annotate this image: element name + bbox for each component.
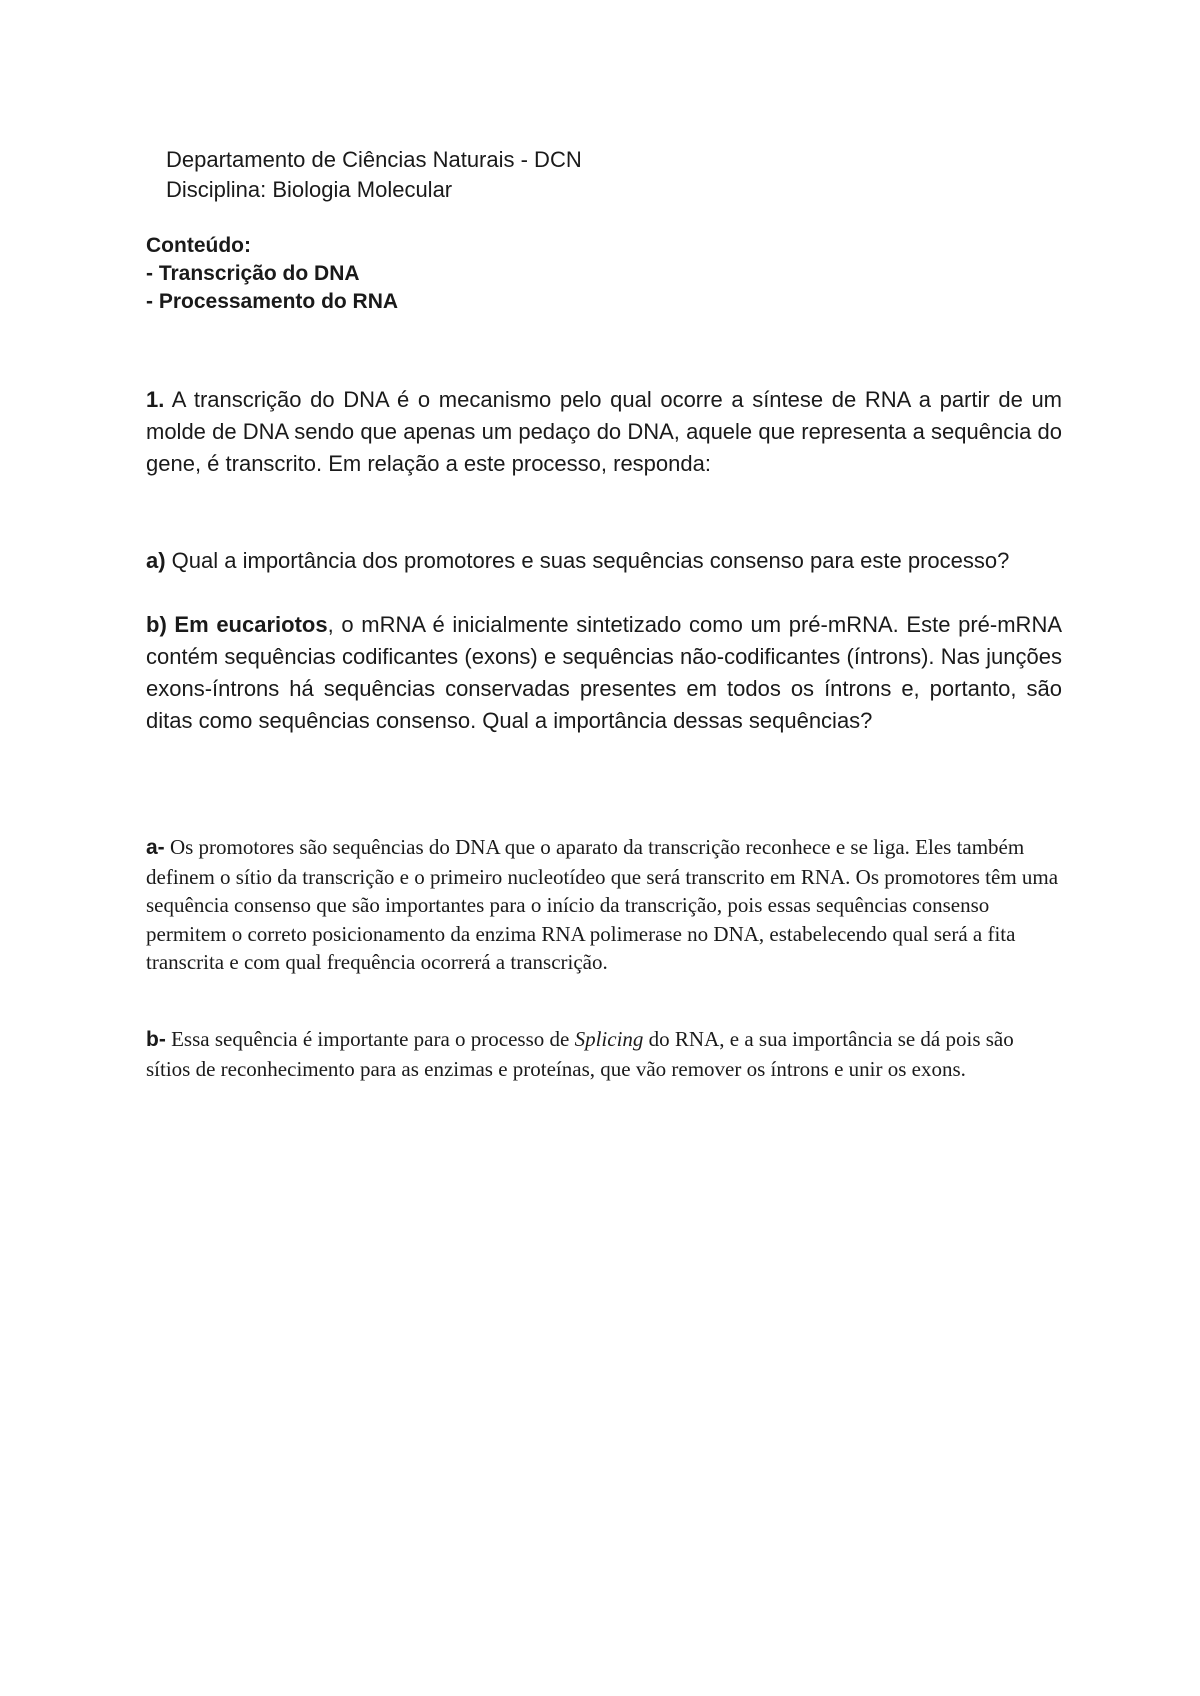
question-number: 1. — [146, 387, 165, 412]
answer-b — [146, 1025, 1062, 1083]
answer-a-label: a- — [146, 836, 165, 859]
question-text: A transcrição do DNA é o mecanismo pelo qual ocorre a síntese de RNA a partir de um molde de DNA sendo que apenas um pedaço do DNA, aquele que representa a sequência do gene, é transcrito. Em relação a este processo, responda: — [146, 387, 1062, 476]
content-item: - Processamento do RNA — [146, 290, 399, 313]
answer-a-text: Os promotores são sequências do DNA que o aparato da transcrição reconhece e se liga. Eles também definem o sítio da transcrição e o primeiro nucleotídeo que será transcrito em RNA. Os promotores têm uma sequência consenso que são importantes para o início da transcrição, pois essas sequências consenso permitem o correto posicionamento da enzima RNA polimerase no DNA, estabelecendo qual será a fita transcrita e com qual frequência ocorrerá a transcrição. — [146, 835, 1059, 974]
question-b — [146, 609, 1062, 737]
answer-b-text-after: do RNA, e a sua importância se dá pois são sítios de reconhecimento para as enzimas e proteínas, que vão remover os íntrons e unir os exons. — [146, 1027, 1014, 1081]
question-1 — [146, 384, 1062, 480]
department-line: Departamento de Ciências Naturais - DCN — [166, 147, 582, 172]
document-header — [166, 145, 582, 205]
question-a — [146, 545, 1062, 577]
content-section — [146, 232, 398, 316]
question-a-text: Qual a importância dos promotores e suas sequências consenso para este processo? — [165, 548, 1010, 573]
content-item: - Transcrição do DNA — [146, 262, 360, 285]
question-a-label: a) — [146, 548, 166, 573]
content-title: Conteúdo: — [146, 234, 251, 257]
answer-b-italic-term: Splicing — [574, 1027, 644, 1051]
answer-b-text-before: Essa sequência é importante para o processo de — [165, 1027, 575, 1051]
answer-a — [146, 833, 1062, 977]
question-b-label: b) Em eucariotos — [146, 612, 328, 637]
answer-b-label: b- — [146, 1028, 166, 1051]
question-b-text: , o mRNA é inicialmente sintetizado como um pré-mRNA. Este pré-mRNA contém sequências codificantes (exons) e sequências não-codificantes (íntrons). Nas junções exons-íntrons há sequências conservadas presentes em todos os íntrons e, portanto, são ditas como sequências consenso. Qual a importância dessas sequências? — [146, 612, 1063, 733]
discipline-line: Disciplina: Biologia Molecular — [166, 177, 453, 202]
